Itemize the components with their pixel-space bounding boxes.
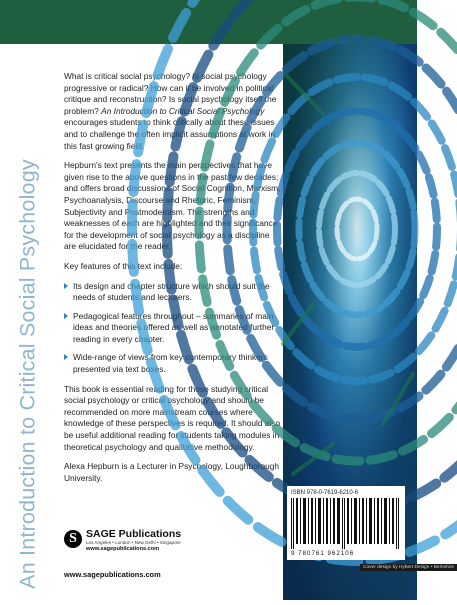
perspectives-paragraph: Hepburn's text presents the main perspectives that have given rise to the above questions in the past few decades; and offers broad discussions of Social Cognition, Marxism, Psychoanalysis, Discourse and Rhetoric, Feminism, Subjectivity and Postmodernism. The strengths and weaknesses of each are highlighted and their significance for the development of social psychology as a discipline are elucidated for the reader. xyxy=(64,160,281,252)
isbn-label: ISBN 978-0-7619-6210-6 xyxy=(291,490,359,496)
spine-title: An Introduction to Critical Social Psychology xyxy=(15,159,40,589)
essential-reading-paragraph: This book is essential reading for those studying critical social psychology or critical psychology and should be recommended on more mainstream courses where knowledge of these perspectives is required. It should also be useful additional reading for students taking modules in theoretical psychology and qualitative methodology. xyxy=(64,383,281,452)
publisher-url[interactable]: www.sagepublications.com xyxy=(86,546,160,552)
publisher-name: SAGE Publications xyxy=(86,528,182,540)
intro-lead: What is critical social psychology? Is social psychology progressive or radical? How can it be involved in political critique and reconstruction? Is social psychology itself the problem? xyxy=(64,71,277,116)
feature-text: Wide-range of views from key contemporary thinkers presented via text boxes. xyxy=(73,352,268,375)
barcode-image xyxy=(291,498,401,549)
publisher-block xyxy=(64,528,214,554)
cover-design-credit: Cover design by Hybert Design • Berkshire xyxy=(360,564,457,571)
isbn-barcode-box xyxy=(287,486,405,560)
intro-tail: encourages students to think critically about these issues and to challenge the often implicit assumptions at work in this fast growing field. xyxy=(64,117,276,151)
features-heading: Key features of this text include: xyxy=(64,260,183,271)
footer-website-link[interactable]: www.sagepublications.com xyxy=(64,570,161,579)
feature-text: Its design and chapter structure which should suit the needs of students and lecturers. xyxy=(73,280,270,303)
sage-logo-icon: S xyxy=(64,530,82,548)
publisher-cities: Los Angeles • London • New Delhi • Singapore xyxy=(86,540,181,545)
intro-book-title: An Introduction to Critical Social Psychology xyxy=(101,105,265,116)
author-bio: Alexa Hepburn is a Lecturer in Psychology, Loughborough University. xyxy=(64,461,280,483)
isbn-digits: 9 780761 962106 xyxy=(291,550,355,557)
triangle-bullet-icon xyxy=(64,354,68,360)
feature-item xyxy=(64,352,282,375)
triangle-bullet-icon xyxy=(64,313,68,319)
feature-text: Pedagogical features throughout – summaries of main ideas and theories offered as well as annotated further reading in every chapter. xyxy=(73,310,275,344)
triangle-bullet-icon xyxy=(64,283,68,289)
spine-panel xyxy=(0,44,52,600)
